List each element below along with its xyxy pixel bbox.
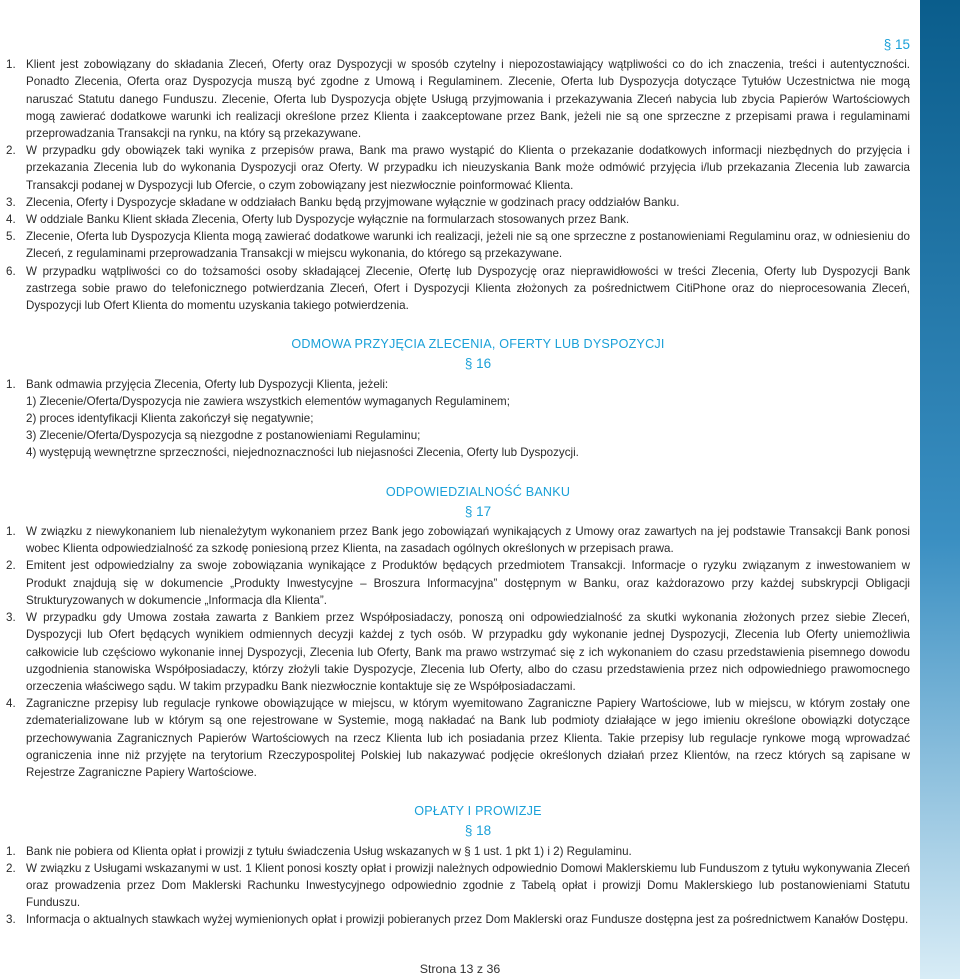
paragraph-number: § 18 bbox=[464, 823, 492, 839]
paragraph-number: § 17 bbox=[464, 503, 492, 519]
list-item bbox=[6, 263, 910, 315]
list-item bbox=[6, 376, 910, 393]
paragraph-number: § 16 bbox=[464, 356, 492, 372]
item-number: 4. bbox=[6, 213, 16, 227]
page-number-footer: Strona 13 z 36 bbox=[419, 962, 501, 976]
item-number: 1. bbox=[6, 377, 16, 391]
item-text: W przypadku gdy Umowa została zawarta z Bankiem przez Współposiadaczy, ponoszą oni odpowiedzialność za skutki wykonania złożonych przez siebie Zleceń, Dyspozycji lub Ofert będących wynikiem odmiennych decyzji każdej z tych osób. W przypadku gdy wykonanie jednej Dyspozycji, Zlecenia lub Oferty uniemożliwia całkowicie lub częściowo wykonanie innej Dyspozycji, Zlecenia lub Oferty, Bank ma prawo wstrzymać się z ich wykonaniem do czasu przedstawienia pisemnego dowodu uzgodnienia stanowiska Współposiadaczy, którzy złożyli takie Dyspozycje, Zlecenia lub Oferty, albo do czasu przedstawienia przez nich odpowiedniego prawomocnego orzeczenia właściwego sądu. W takim przypadku Bank niezwłocznie kontaktuje się ze Współposiadaczami. bbox=[26, 611, 910, 693]
sub-list-item: 1) Zlecenie/Oferta/Dyspozycja nie zawiera wszystkich elementów wymaganych Regulaminem; bbox=[26, 394, 510, 408]
item-number: 1. bbox=[6, 844, 16, 858]
item-text: Informacja o aktualnych stawkach wyżej wymienionych opłat i prowizji pobieranych przez Dom Maklerski oraz Fundusze dostępna jest za pośrednictwem Kanałów Dostępu. bbox=[26, 913, 909, 927]
list-item bbox=[6, 523, 910, 557]
item-number: 1. bbox=[6, 58, 16, 72]
item-number: 3. bbox=[6, 611, 16, 625]
item-text: Zlecenia, Oferty i Dyspozycje składane w oddziałach Banku będą przyjmowane wyłącznie w godzinach pracy oddziałów Banku. bbox=[26, 195, 680, 209]
list-item bbox=[6, 695, 910, 781]
section-17 bbox=[6, 484, 910, 781]
item-list bbox=[6, 376, 910, 393]
item-list bbox=[6, 843, 910, 929]
item-number: 3. bbox=[6, 913, 16, 927]
item-text: W przypadku wątpliwości co do tożsamości osoby składającej Zlecenie, Ofertę lub Dyspozycję oraz nieprawidłowości w treści Zlecenia, Oferty lub Dyspozycji Bank zastrzega sobie prawo do telefonicznego potwierdzania Zleceń, Ofert i Dyspozycji Klienta złożonych za pośrednictwem CitiPhone oraz do nieprocesowania Zleceń, Dyspozycji lub Ofert Klienta do momentu uzyskania takiego potwierdzenia. bbox=[26, 264, 910, 313]
item-text: W związku z Usługami wskazanymi w ust. 1 Klient ponosi koszty opłat i prowizji należnych odpowiednio Domowi Maklerskiemu lub Funduszom z tytułu wykonywania Zleceń oraz prowadzenia przez Dom Maklerski Rachunku Inwestycyjnego odpowiednio zgodnie z Tabelą opłat i prowizji Domu Maklerskiego lub postanowieniami Statutu Funduszu. bbox=[26, 861, 910, 910]
item-list bbox=[6, 56, 910, 314]
item-number: 3. bbox=[6, 195, 16, 209]
sub-list-item: 4) występują wewnętrzne sprzeczności, niejednoznaczności lub niejasności Zlecenia, Oferty lub Dyspozycji. bbox=[26, 446, 579, 460]
item-text: Emitent jest odpowiedzialny za swoje zobowiązania wynikające z Produktów będących przedmiotem Transakcji. Informacje o ryzyku związanym z inwestowaniem w Produkt znajdują się w dokumencie „Produkty Inwestycyjne – Broszura Informacyjna” dostępnym w Banku, oraz każdorazowo przy każdej subskrypcji Obligacji Strukturyzowanych w dokumencie „Informacja dla Klienta”. bbox=[26, 559, 910, 607]
list-item bbox=[6, 211, 910, 228]
item-text: W przypadku gdy obowiązek taki wynika z przepisów prawa, Bank ma prawo wystąpić do Klienta o przekazanie dodatkowych informacji niezbędnych do przyjęcia i przekazania Zlecenia lub do wykonania Dyspozycji oraz Oferty. W przypadku ich nieuzyskania Bank może odmówić przyjęcia i/lub przekazania Zlecenia lub zawarcia Transakcji podanej w Dyspozycji lub Ofercie, o czym zobowiązany jest niezwłocznie poinformować Klienta. bbox=[26, 144, 910, 192]
item-number: 2. bbox=[6, 861, 16, 875]
sub-list bbox=[6, 393, 910, 462]
item-number: 2. bbox=[6, 559, 16, 573]
item-text: Bank odmawia przyjęcia Zlecenia, Oferty lub Dyspozycji Klienta, jeżeli: bbox=[26, 377, 389, 391]
section-title: ODPOWIEDZIALNOŚĆ BANKU bbox=[385, 484, 571, 499]
item-number: 6. bbox=[6, 264, 16, 278]
list-item bbox=[6, 228, 910, 262]
item-text: W oddziale Banku Klient składa Zlecenia, Oferty lub Dyspozycje wyłącznie na formularzach stosowanych przez Bank. bbox=[26, 213, 630, 227]
item-text: Zlecenie, Oferta lub Dyspozycja Klienta mogą zawierać dodatkowe warunki ich realizacji, jeżeli nie są one sprzeczne z postanowieniami Regulaminu oraz, w odniesieniu do Zleceń, z regulaminami przeprowadzania Transakcji w miejscu wykonania, do którego są przekazywane. bbox=[26, 230, 910, 261]
section-title: OPŁATY I PROWIZJE bbox=[414, 804, 542, 819]
item-text: Klient jest zobowiązany do składania Zleceń, Oferty oraz Dyspozycji w sposób czytelny i niepozostawiający wątpliwości co do ich znaczenia, treści i autentyczności. Ponadto Zlecenia, Oferta oraz Dyspozycja muszą być zgodne z Umową i Regulaminem. Zlecenie, Oferta lub Dyspozycja dotyczące Tytułów Uczestnictwa nie mogą naruszać Statutu danego Funduszu. Zlecenie, Oferta lub Dyspozycja objęte Usługą przyjmowania i przekazywania Zleceń nabycia lub zbycia Papierów Wartościowych mogą zawierać dodatkowe warunki ich realizacji określone przez Klienta i zaakceptowane przez Bank, jeżeli nie są one sprzeczne z przepisami prawa i regulaminami przeprowadzania Transakcji na rynku, na który są przekazywane. bbox=[26, 58, 910, 141]
section-16 bbox=[6, 336, 910, 461]
paragraph-number: § 15 bbox=[883, 37, 910, 52]
list-item bbox=[6, 142, 910, 194]
item-number: 4. bbox=[6, 697, 16, 711]
item-text: W związku z niewykonaniem lub nienależytym wykonaniem przez Bank jego zobowiązań wynikających z Umowy oraz zawartych na jej podstawie Transakcji Bank ponosi wobec Klienta odpowiedzialność za szkodę poniesioną przez Klienta, na zasadach ogólnych określonych w przepisach prawa. bbox=[26, 525, 910, 556]
item-number: 5. bbox=[6, 230, 16, 244]
decorative-side-stripe bbox=[920, 0, 960, 979]
sub-list-item: 2) proces identyfikacji Klienta zakończył się negatywnie; bbox=[26, 412, 314, 426]
list-item bbox=[6, 911, 910, 928]
section-title: ODMOWA PRZYJĘCIA ZLECENIA, OFERTY LUB DYSPOZYCJI bbox=[291, 337, 665, 352]
sub-list-item: 3) Zlecenie/Oferta/Dyspozycja są niezgodne z postanowieniami Regulaminu; bbox=[26, 429, 421, 443]
item-text: Zagraniczne przepisy lub regulacje rynkowe obowiązujące w miejscu, w którym wyemitowano Zagraniczne Papiery Wartościowe, lub w miejscu, w którym zostały one zdematerializowane lub w którym są one rejestrowane w Systemie, mogą nakładać na Bank lub podmioty działające w jego imieniu określone obowiązki dotyczące przechowywania Zagranicznych Papierów Wartościowych na rzecz Klienta lub ich posiadania przez Klienta. Takie przepisy lub regulacje rynkowe mogą wprowadzać ograniczenia inne niż przyjęte na terytorium Rzeczypospolitej Polskiej lub nakazywać podjęcie określonych działań przez Klientów, na rzecz których są zapisane w Rejestrze Zagraniczne Papiery Wartościowe. bbox=[26, 697, 910, 779]
list-item bbox=[6, 557, 910, 609]
item-text: Bank nie pobiera od Klienta opłat i prowizji z tytułu świadczenia Usług wskazanych w § 1 ust. 1 pkt 1) i 2) Regulaminu. bbox=[26, 844, 632, 858]
list-item bbox=[6, 860, 910, 912]
item-number: 2. bbox=[6, 144, 16, 158]
list-item bbox=[6, 194, 910, 211]
item-list bbox=[6, 523, 910, 781]
list-item bbox=[6, 56, 910, 142]
section-18 bbox=[6, 803, 910, 928]
item-number: 1. bbox=[6, 525, 16, 539]
section-15 bbox=[6, 36, 910, 314]
list-item bbox=[6, 609, 910, 695]
document-body bbox=[6, 34, 910, 929]
list-item bbox=[6, 843, 910, 860]
